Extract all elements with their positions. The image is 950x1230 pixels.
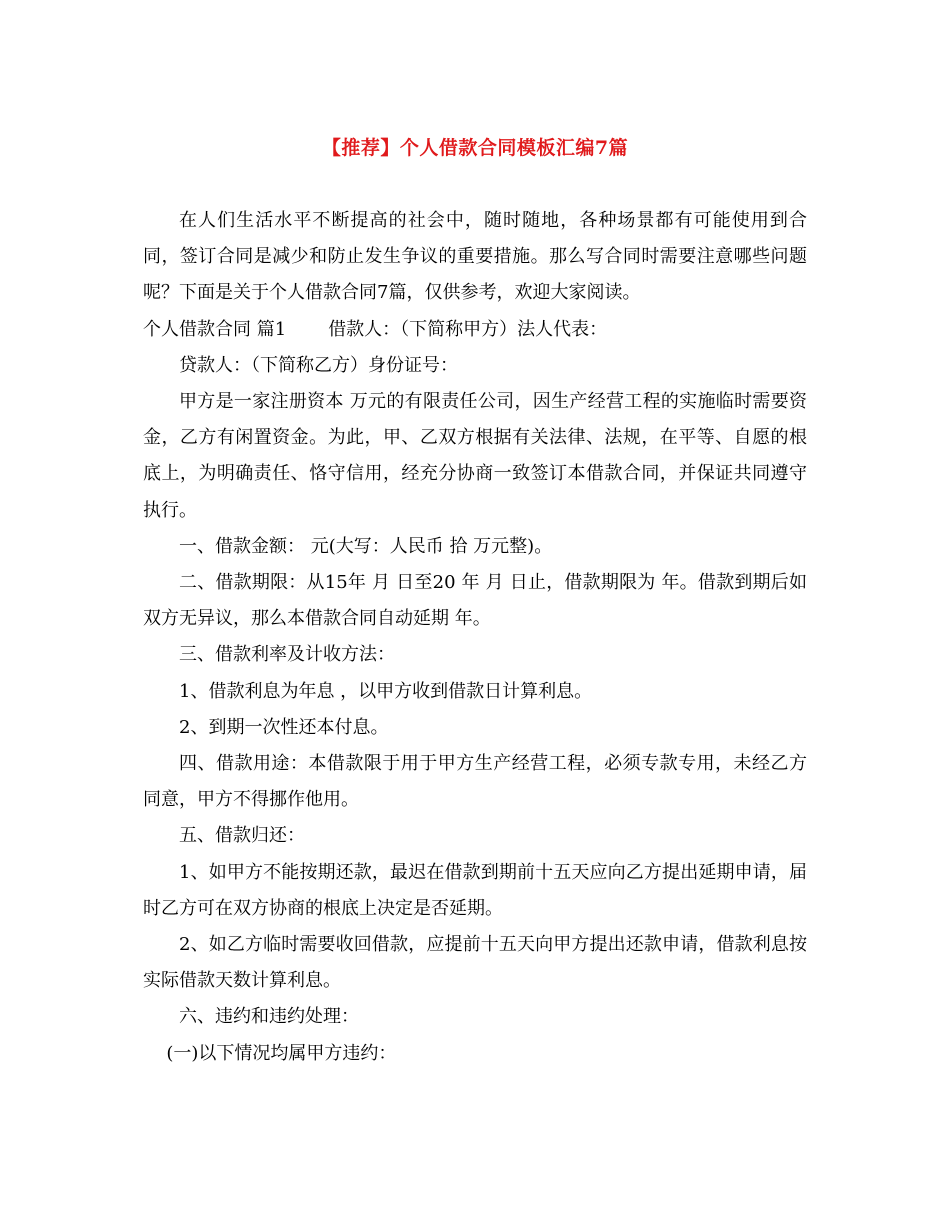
section-heading: 个人借款合同 篇1 [143, 318, 287, 340]
clause-6: 六、违约和违约处理： [179, 1006, 359, 1028]
clause-3: 三、借款利率及计收方法： [179, 644, 395, 666]
clause-2: 二、借款期限：从15年 月 日至20 年 月 日止，借款期限为 年。借款到期后如双方无异议，那么本借款合同自动延期 年。 [143, 572, 807, 630]
clause-3-1: 1、借款利息为年息 ，以甲方收到借款日计算利息。 [179, 680, 593, 702]
document-title: 【推荐】个人借款合同模板汇编7篇 [321, 137, 629, 159]
clause-1: 一、借款金额： 元(大写：人民币 拾 万元整)。 [179, 535, 553, 557]
borrower-line: 借款人：（下简称甲方）法人代表： [328, 318, 608, 340]
clause-4: 四、借款用途：本借款限于用于甲方生产经营工程，必须专款专用，未经乙方同意，甲方不得挪作他用。 [143, 753, 807, 811]
document-body [143, 203, 807, 1072]
clause-5-1: 1、如甲方不能按期还款，最迟在借款到期前十五天应向乙方提出延期申请，届时乙方可在双方协商的根底上决定是否延期。 [143, 861, 807, 919]
clause-3-2: 2、到期一次性还本付息。 [179, 716, 389, 738]
clause-6-1: (一)以下情况均属甲方违约： [166, 1042, 397, 1064]
section-line [143, 312, 807, 348]
intro-paragraph: 在人们生活水平不断提高的社会中，随时随地，各种场景都有可能使用到合同，签订合同是减少和防止发生争议的重要措施。那么写合同时需要注意哪些问题呢？下面是关于个人借款合同7篇，仅供参考，欢迎大家阅读。 [143, 210, 807, 304]
clause-5: 五、借款归还： [179, 825, 305, 847]
clause-5-2: 2、如乙方临时需要收回借款，应提前十五天向甲方提出还款申请，借款利息按实际借款天数计算利息。 [143, 934, 807, 992]
lender-line: 贷款人：（下简称乙方）身份证号： [179, 354, 458, 376]
background-paragraph: 甲方是一家注册资本 万元的有限责任公司，因生产经营工程的实施临时需要资金，乙方有闲置资金。为此，甲、乙双方根据有关法律、法规，在平等、自愿的根底上，为明确责任、恪守信用，经充分协商一致签订本借款合同，并保证共同遵守执行。 [143, 391, 807, 521]
